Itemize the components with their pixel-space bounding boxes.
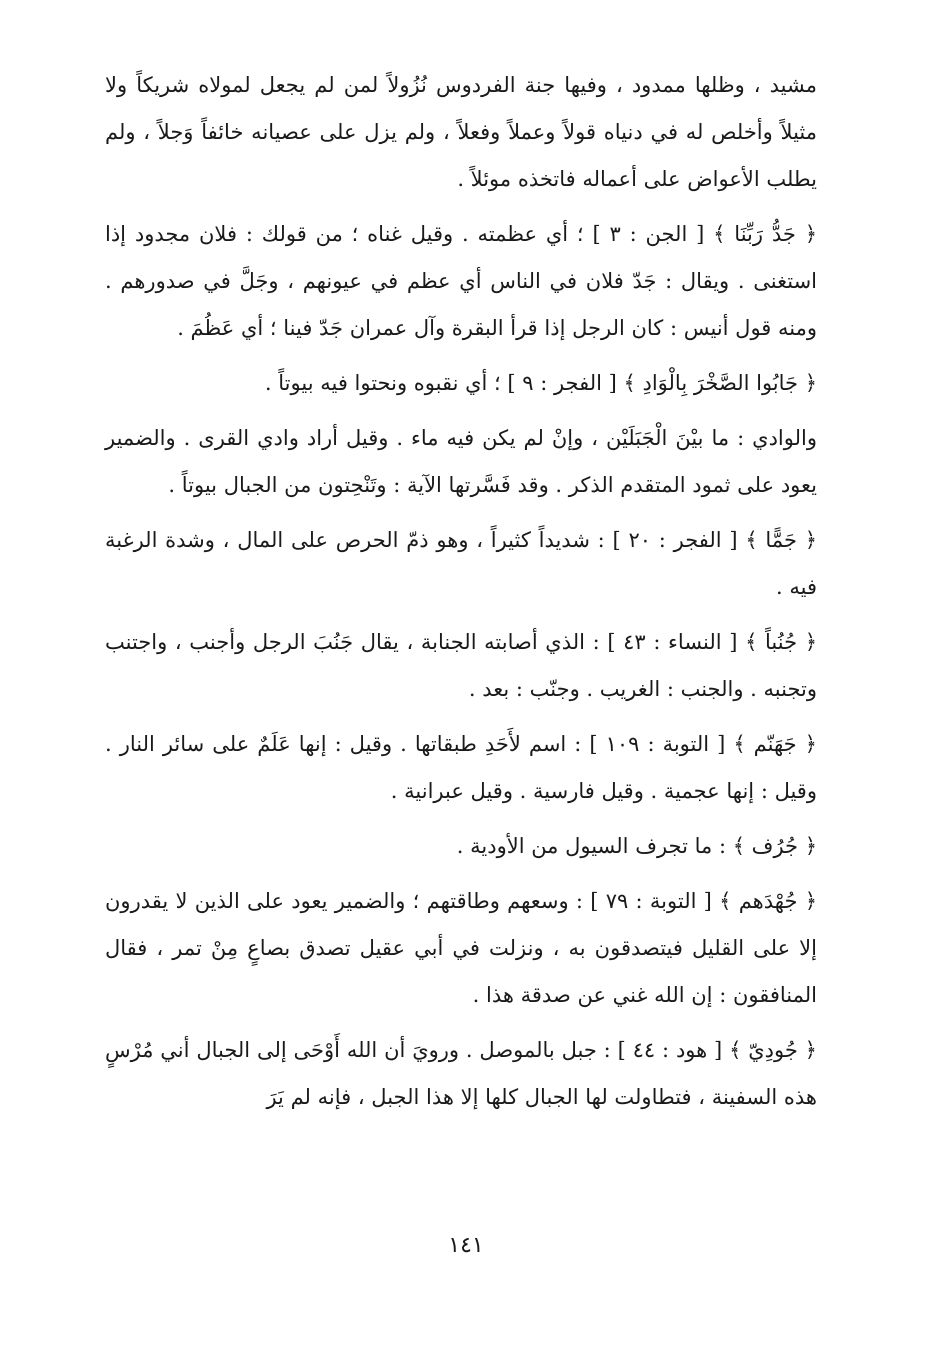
paragraph-7: ﴿ جَهَنّم ﴾ [ التوبة : ١٠٩ ] : اسم لأَحَدِ طبقاتها . وقيل : إنها عَلَمٌ على سائر النار . وقيل : إنها عجمية . وقيل فارسية . وقيل عبرانية .: [105, 732, 817, 803]
page-number: ١٤١: [448, 1233, 484, 1258]
paragraph-6: ﴿ جُنُباً ﴾ [ النساء : ٤٣ ] : الذي أصابته الجنابة ، يقال جَنُبَ الرجل وأجنب ، واجتنب وتجنبه . والجنب : الغريب . وجنّب : بعد .: [105, 630, 818, 701]
paragraph-5: ﴿ جَمًّا ﴾ [ الفجر : ٢٠ ] : شديداً كثيراً ، وهو ذمّ الحرص على المال ، وشدة الرغبة فيه .: [105, 528, 818, 599]
paragraph-2: ﴿ جَدُّ رَبِّنَا ﴾ [ الجن : ٣ ] ؛ أي عظمته . وقيل غناه ؛ من قولك : فلان مجدود إذا استغنى . ويقال : جَدّ فلان في الناس أي عظم في عيونهم ، وجَلَّ في صدورهم . ومنه قول أنيس : كان الرجل إذا قرأ البقرة وآل عمران جَدّ فينا ؛ أي عَظُمَ .: [105, 222, 818, 340]
page-body: [105, 62, 817, 1129]
paragraph-9: ﴿ جُهْدَهم ﴾ [ التوبة : ٧٩ ] : وسعهم وطاقتهم ؛ والضمير يعود على الذين لا يقدرون إلا على القليل فيتصدقون به ، ونزلت في أبي عقيل تصدق بصاعٍ مِنْ تمر ، فقال المنافقون : إن الله غني عن صدقة هذا .: [105, 889, 818, 1007]
paragraph-4: والوادي : ما بيْنَ الْجَبَلَيْن ، وإنْ لم يكن فيه ماء . وقيل أراد وادي القرى . والضمير يعود على ثمود المتقدم الذكر . وقد فَسَّرتها الآية : وتَنْحِتون من الجبال بيوتاً .: [105, 426, 817, 497]
paragraph-10: ﴿ جُودِيّ ﴾ [ هود : ٤٤ ] : جبل بالموصل . ورويَ أن الله أَوْحَى إلى الجبال أني مُرْسٍ هذه السفينة ، فتطاولت لها الجبال كلها إلا هذا الجبل ، فإنه لم يَرَ: [105, 1038, 817, 1109]
paragraph-3: ﴿ جَابُوا الصَّخْرَ بِالْوَادِ ﴾ [ الفجر : ٩ ] ؛ أي نقبوه ونحتوا فيه بيوتاً .: [264, 371, 817, 395]
paragraph-8: ﴿ جُرُف ﴾ : ما تجرف السيول من الأودية .: [456, 834, 817, 858]
paragraph-1: مشيد ، وظلها ممدود ، وفيها جنة الفردوس نُزُولاً لمن لم يجعل لمولاه شريكاً ولا مثيلاً وأخلص له في دنياه قولاً وعملاً وفعلاً ، ولم يزل على عصيانه خائفاً وَجلاً ، ولم يطلب الأعواض على أعماله فاتخذه موئلاً .: [105, 73, 817, 191]
